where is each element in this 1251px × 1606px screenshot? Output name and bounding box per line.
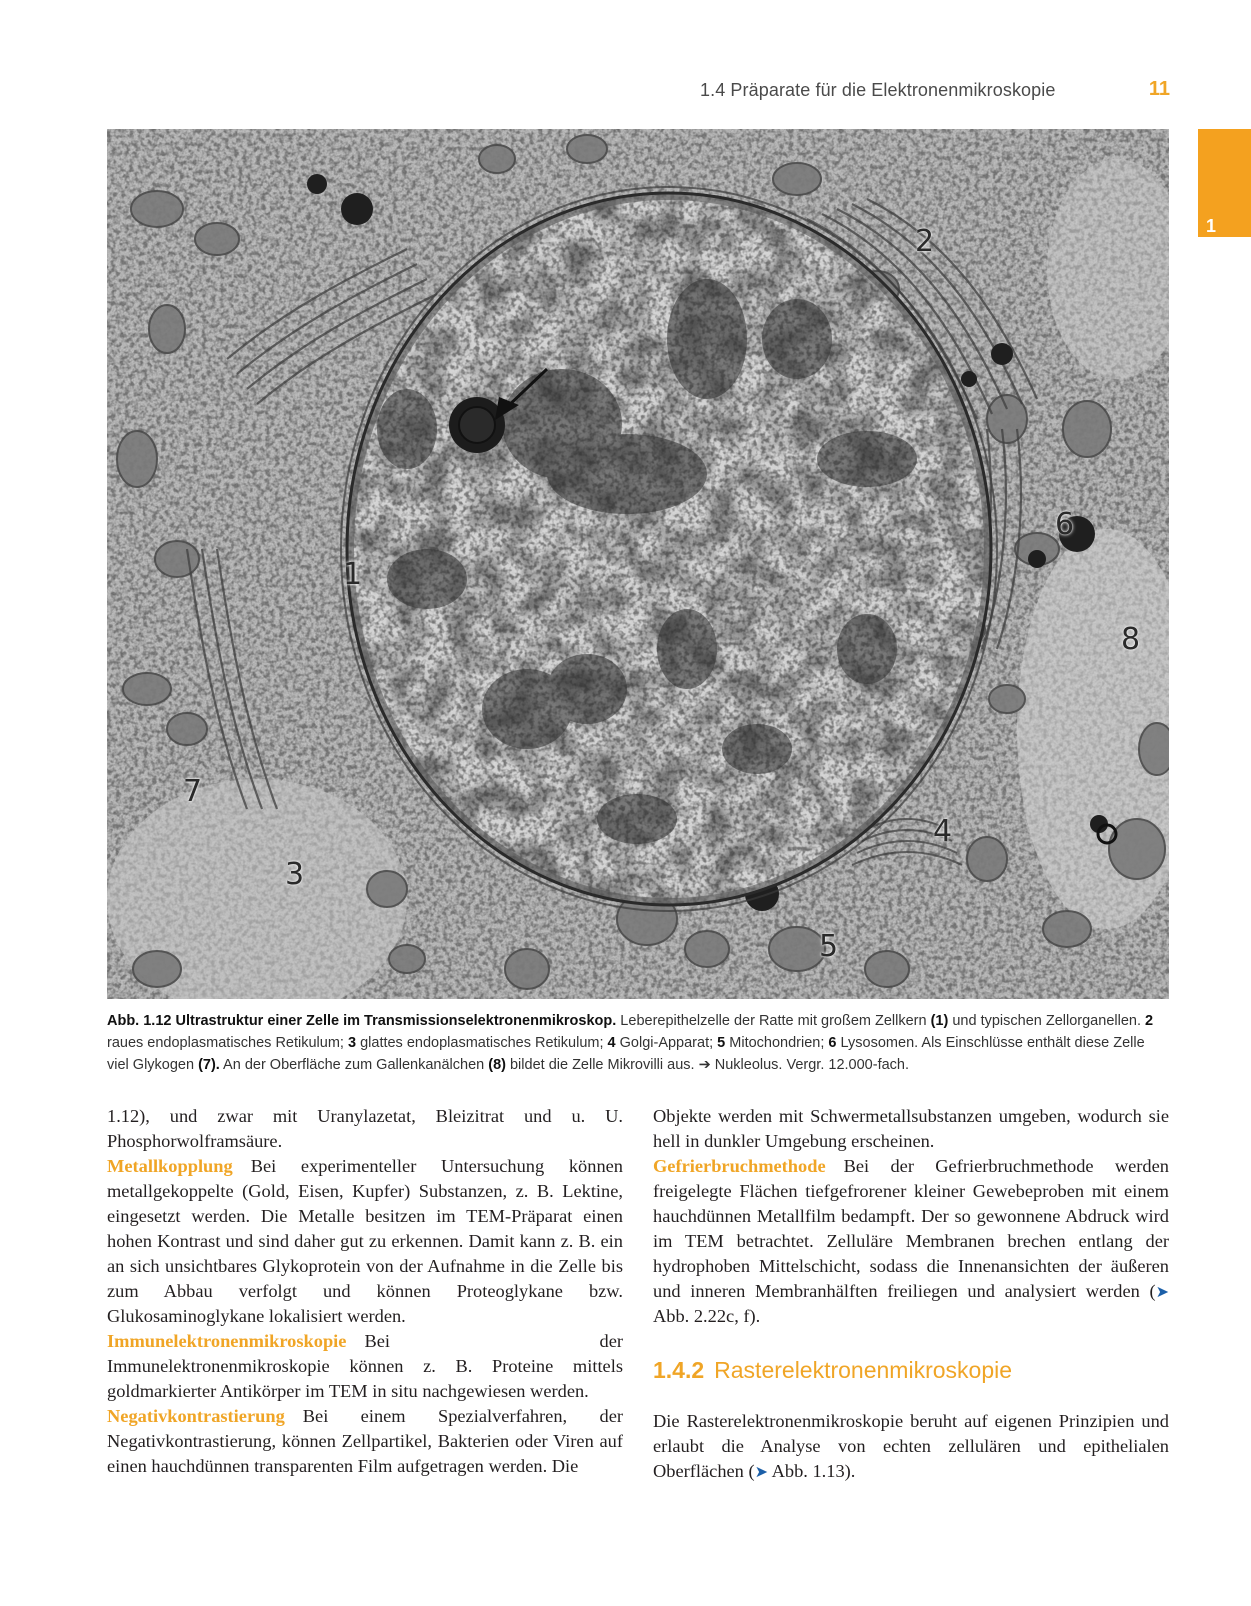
caption-ref: 6 [828,1035,837,1051]
paragraph [107,1154,623,1329]
paragraph-text: Bei einem Spezialverfahren, der Negativkontrastierung, können Zellpartikel, Bakterien oder Viren auf einen hauchdünnen transparenten Film aufgetragen werden. Die [107,1406,623,1476]
caption-ref: (8) [488,1057,506,1073]
paragraph [107,1404,623,1479]
caption-ref: 4 [607,1035,616,1051]
section-title: Rasterelektronenmikroskopie [714,1357,1013,1383]
page-number: 11 [1148,78,1170,100]
tem-micrograph [107,129,1169,999]
left-column [107,1104,623,1479]
figure-label-4: 4 [933,814,953,849]
caption-text: glattes endoplasmatisches Retikulum; [356,1035,608,1051]
figure-caption [107,1010,1169,1076]
cross-reference-arrow-icon: ➤ [754,1462,769,1481]
caption-text: Leberepithelzelle der Ratte mit großem Zellkern [616,1013,931,1029]
caption-text: Lysosomen. Als Einschlüsse enthält diese Zelle viel Glykogen [107,1035,1145,1073]
running-head-section: 1.4 Präparate für die Elektronenmikroskopie [700,80,1056,100]
paragraph: Objekte werden mit Schwermetallsubstanzen umgeben, wodurch sie hell in dunkler Umgebung erscheinen. [653,1106,1169,1151]
figure-label-3: 3 [285,857,305,892]
caption-ref: 2 [1145,1013,1154,1029]
caption-text: bildet die Zelle Mikrovilli aus. ➔ Nukleolus. Vergr. 12.000-fach. [505,1057,910,1073]
cross-reference-link[interactable]: Abb. 2.22c, f). [653,1306,761,1326]
running-head [700,76,1170,106]
caption-text: raues endoplasmatisches Retikulum; [107,1035,348,1051]
caption-ref: (7). [198,1057,220,1073]
figure-label-8: 8 [1121,622,1141,657]
term-heading: Negativkontrastierung [107,1406,285,1426]
paragraph [653,1154,1169,1329]
figure-label-7: 7 [183,774,203,809]
section-number: 1.4.2 [653,1357,705,1383]
caption-text: und typischen Zellorganellen. [948,1013,1146,1029]
caption-title: Abb. 1.12 Ultrastruktur einer Zelle im Transmissionselektronenmikroskop. [107,1013,617,1029]
paragraph-text: Bei der Gefrierbruchmethode werden freigelegte Flächen tiefgefrorener kleiner Gewebeproben mit einem hauchdünnen Metallfilm bedampft. Der so gewonnene Abdruck wird im TEM betrachtet. Zelluläre Membranen brechen entlang der hydrophoben Mittelschicht, sodass die Innenansichten der äußeren und inneren Membranhälften freiliegen und analysiert werden ( [653,1156,1169,1301]
caption-ref: 3 [347,1035,357,1051]
term-heading: Metallkopplung [107,1156,233,1176]
figure-label-5: 5 [819,929,839,964]
paragraph [107,1329,623,1404]
caption-text: An der Oberfläche zum Gallenkanälchen [219,1057,489,1073]
paragraph-text: Bei experimenteller Untersuchung können metallgekoppelte (Gold, Eisen, Kupfer) Substanzen, z. B. Lektine, eingesetzt werden. Die Metalle besitzen im TEM-Präparat einen hohen Kontrast und sind daher gut zu erkennen. Damit kann z. B. ein an sich unsichtbares Glykoprotein von der Aufnahme in die Zelle bis zum Abbau verfolgt und können Proteoglykane bzw. Glukosaminoglykane lokalisiert werden. [107,1156,623,1326]
cross-reference-link[interactable]: Abb. 1.13). [771,1461,856,1481]
caption-text: Mitochondrien; [725,1035,829,1051]
caption-text: Golgi-Apparat; [615,1035,718,1051]
paragraph [653,1409,1169,1484]
micrograph-image [107,129,1169,999]
term-heading: Gefrierbruchmethode [653,1156,826,1176]
chapter-tab [1198,129,1251,237]
term-heading: Immunelektronenmikroskopie [107,1331,347,1351]
figure-label-2: 2 [915,224,935,259]
section-heading [653,1355,1169,1385]
paragraph-text: Bei der Immunelektronenmikroskopie können z. B. Proteine mittels goldmarkierter Antikörper im TEM in situ nachgewiesen werden. [107,1331,623,1401]
caption-ref: 5 [717,1035,726,1051]
figure-label-6: 6 [1055,507,1075,542]
paragraph-text: Die Rasterelektronenmikroskopie beruht auf eigenen Prinzipien und erlaubt die Analyse von echten zellulären und epithelialen Oberflächen ( [653,1411,1169,1481]
figure-label-1: 1 [343,557,363,592]
chapter-tab-number: 1 [1206,216,1217,236]
cross-reference-arrow-icon: ➤ [1155,1282,1169,1301]
paragraph: 1.12), und zwar mit Uranylazetat, Bleizitrat und u. U. Phosphorwolframsäure. [107,1106,623,1151]
right-column [653,1104,1169,1484]
caption-ref: (1) [930,1013,949,1029]
